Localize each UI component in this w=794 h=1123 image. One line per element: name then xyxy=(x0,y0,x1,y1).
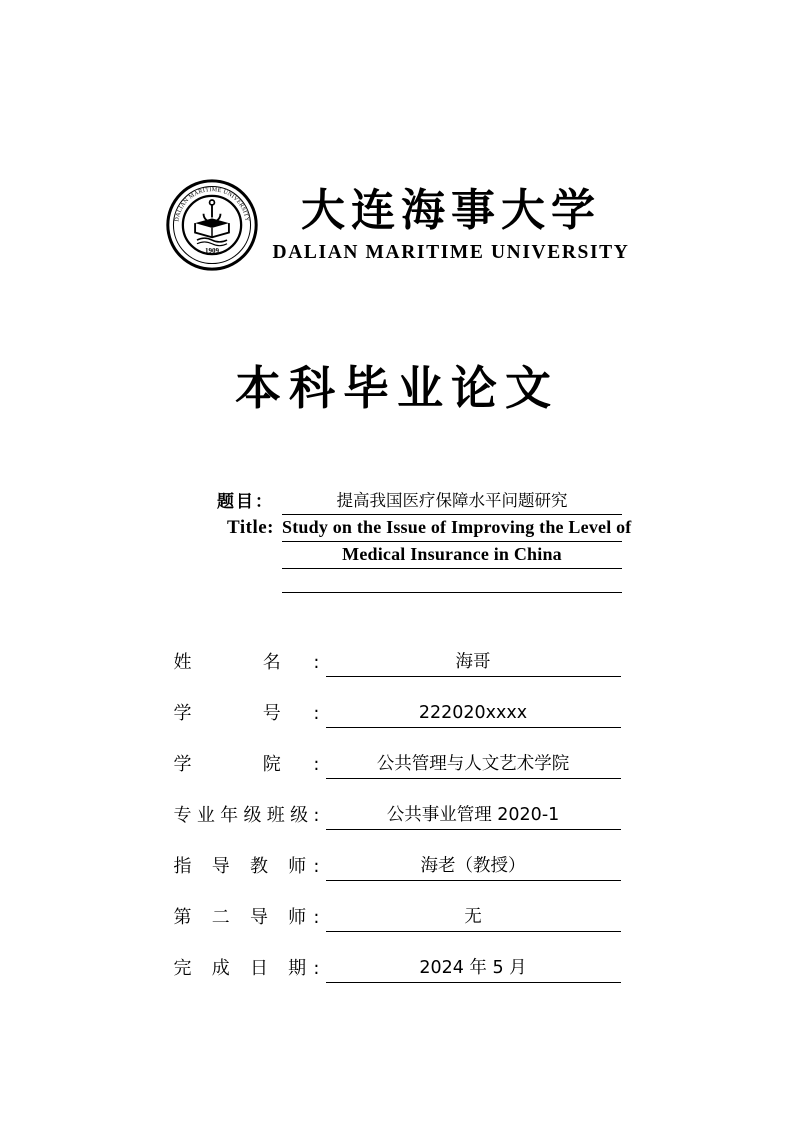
info-row-student-id xyxy=(0,699,794,728)
logo-inner xyxy=(165,178,630,272)
info-label-supervisor: 指 导 教 师: xyxy=(173,856,320,877)
info-row-supervisor xyxy=(0,852,794,881)
title-row-en-2 xyxy=(0,544,794,569)
info-row-name xyxy=(0,648,794,677)
document-type-heading: 本科毕业论文 xyxy=(235,361,559,415)
title-label-en-empty-2 xyxy=(172,590,282,593)
title-block xyxy=(0,487,794,595)
info-value-name: 海哥 xyxy=(326,648,621,677)
title-row-en-1 xyxy=(0,517,794,542)
info-label-student-id: 学 号: xyxy=(173,703,320,724)
title-label-cn: 题目： xyxy=(217,492,274,512)
info-value-second-supervisor: 无 xyxy=(326,903,621,932)
university-logo-block xyxy=(0,178,794,272)
info-value-student-id: 222020xxxx xyxy=(326,703,621,728)
info-block xyxy=(0,648,794,1005)
title-label-en-empty xyxy=(172,566,282,569)
title-value-en-line1: Study on the Issue of Improving the Level of xyxy=(282,517,622,542)
title-row-en-3 xyxy=(0,571,794,593)
title-value-cn: 提高我国医疗保障水平问题研究 xyxy=(282,487,622,515)
university-crest-icon xyxy=(165,178,259,272)
title-label-en: Title: xyxy=(227,517,274,538)
info-row-school xyxy=(0,750,794,779)
info-value-completion-date: 2024 年 5 月 xyxy=(326,954,621,983)
svg-text:DALIAN MARITIME UNIVERSITY: DALIAN MARITIME UNIVERSITY xyxy=(173,187,250,223)
info-value-supervisor: 海老（教授） xyxy=(326,852,621,881)
title-value-en-line3 xyxy=(282,571,622,593)
university-name-group xyxy=(273,186,630,265)
title-value-en-line2: Medical Insurance in China xyxy=(282,544,622,569)
info-row-completion-date xyxy=(0,954,794,983)
svg-text:1909: 1909 xyxy=(204,247,219,256)
info-value-school: 公共管理与人文艺术学院 xyxy=(326,750,621,779)
info-label-major-class: 专业年级班级: xyxy=(173,805,320,826)
info-label-name: 姓 名: xyxy=(173,652,320,673)
title-row-cn xyxy=(0,487,794,515)
university-name-cn: 大连海事大学 xyxy=(300,184,601,236)
info-label-school: 学 院: xyxy=(173,754,320,775)
info-label-second-supervisor: 第 二 导 师: xyxy=(173,907,320,928)
university-name-en: DALIAN MARITIME UNIVERSITY xyxy=(272,242,630,264)
info-row-second-supervisor xyxy=(0,903,794,932)
info-row-major-class xyxy=(0,801,794,830)
info-label-completion-date: 完 成 日 期: xyxy=(173,958,320,979)
info-value-major-class: 公共事业管理 2020-1 xyxy=(326,801,621,830)
